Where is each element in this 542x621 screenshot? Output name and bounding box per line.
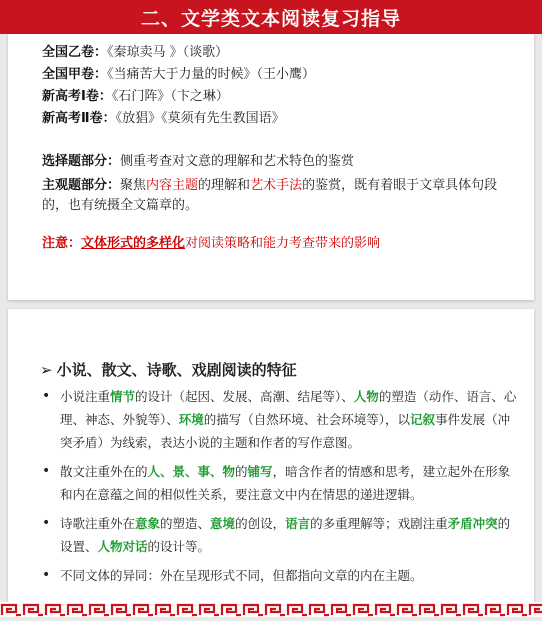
highlight-art-technique: 艺术手法 (250, 178, 303, 193)
item-text: 诗歌注重外在 (60, 516, 136, 531)
highlight: 人物对话 (97, 539, 148, 554)
exam-overview-card (8, 34, 534, 300)
section-heading (40, 359, 297, 380)
note-emphasis: 文体形式的多样化 (81, 236, 186, 251)
exam-text: 《当痛苦大于力量的时候》（王小鹰） (107, 67, 316, 82)
highlight: 意境 (210, 516, 236, 531)
bullet-icon: • (42, 515, 51, 531)
choice-part (42, 152, 502, 172)
highlight: 记叙 (410, 412, 436, 427)
highlight: 语言 (285, 516, 311, 531)
subjective-text: 的鉴赏，既有着眼于文章具体句段的，也有统摄全文篇章的。 (42, 178, 498, 213)
item-text: 不同文体的异同：外在呈现形式不同，但都指向文章的内在主题。 (60, 568, 423, 583)
arrow-bullet-icon: ➢ (40, 361, 53, 379)
bullet-icon: • (42, 463, 51, 479)
item-text: 的描写（自然环境、社会环境等），以 (203, 412, 411, 427)
list-item (40, 512, 518, 558)
exam-label: 新高考Ⅰ卷： (42, 89, 112, 104)
exam-item (42, 86, 315, 108)
title-banner (0, 0, 542, 34)
exam-label: 新高考Ⅱ卷： (42, 111, 116, 126)
list-item (40, 460, 518, 506)
highlight: 铺写 (247, 464, 273, 479)
item-text: 散文注重外在的 (60, 464, 148, 479)
bullet-icon: • (42, 567, 51, 583)
highlight: 情节 (110, 389, 136, 404)
list-item (40, 385, 518, 454)
item-text: 小说注重 (60, 389, 111, 404)
subjective-label: 主观题部分： (42, 178, 121, 193)
exam-text: 《秦琼卖马 》（谈歌） (107, 45, 229, 60)
list-item (40, 564, 518, 587)
subjective-part (42, 176, 502, 216)
highlight-content-theme: 内容主题 (146, 178, 199, 193)
section-heading-text: 小说、散文、诗歌、戏剧阅读的特征 (56, 361, 297, 379)
item-text: 的创设， (235, 516, 286, 531)
exam-label: 全国甲卷： (42, 67, 108, 82)
page-title: 二、文学类文本阅读复习指导 (140, 7, 401, 30)
note-label: 注意： (42, 236, 82, 251)
genre-features-card (8, 309, 534, 605)
highlight: 环境 (178, 412, 204, 427)
item-text: 的塑造、 (160, 516, 211, 531)
item-text: 的设置、 (60, 516, 511, 554)
exam-item (42, 108, 315, 130)
subjective-text: 聚焦 (120, 178, 147, 193)
item-text: 的设计等。 (147, 539, 211, 554)
note-text: 对阅读策略和能力考查带来的影响 (185, 236, 381, 251)
choice-label: 选择题部分： (42, 154, 121, 169)
item-text: 的多重理解等；戏剧注重 (310, 516, 448, 531)
bullet-icon: • (42, 388, 51, 404)
item-text: 的塑造（动作、语言、心理、神态、外貌等）、 (60, 389, 517, 427)
highlight: 人物 (353, 389, 379, 404)
choice-text: 侧重考查对文意的理解和艺术特色的鉴赏 (120, 154, 355, 169)
question-parts (42, 152, 502, 220)
attention-note (42, 234, 380, 254)
item-text: 的设计（起因、发展、高潮、结尾等）、 (135, 389, 354, 404)
exam-item (42, 64, 315, 86)
exam-text: 《放猖》《莫须有先生教国语》 (115, 111, 285, 126)
item-text: 的 (235, 464, 248, 479)
feature-list (40, 385, 518, 593)
meander-border-icon (0, 602, 542, 617)
exam-list (42, 42, 315, 130)
exam-item (42, 42, 315, 64)
decorative-border (0, 602, 542, 617)
item-text: 事件发展（冲突矛盾）为线索，表达小说的主题和作者的写作意图。 (60, 412, 511, 450)
exam-text: 《石门阵》（卞之琳） (111, 89, 229, 104)
highlight: 矛盾冲突 (447, 516, 498, 531)
highlight: 意象 (135, 516, 161, 531)
exam-label: 全国乙卷： (42, 45, 108, 60)
subjective-text: 的理解和 (198, 178, 251, 193)
highlight: 人、景、事、物 (147, 464, 236, 479)
item-text: ，暗含作者的情感和思考，建立起外在形象和内在意蕴之间的相似性关系，要注意文中内在情思的递进逻辑。 (60, 464, 511, 502)
